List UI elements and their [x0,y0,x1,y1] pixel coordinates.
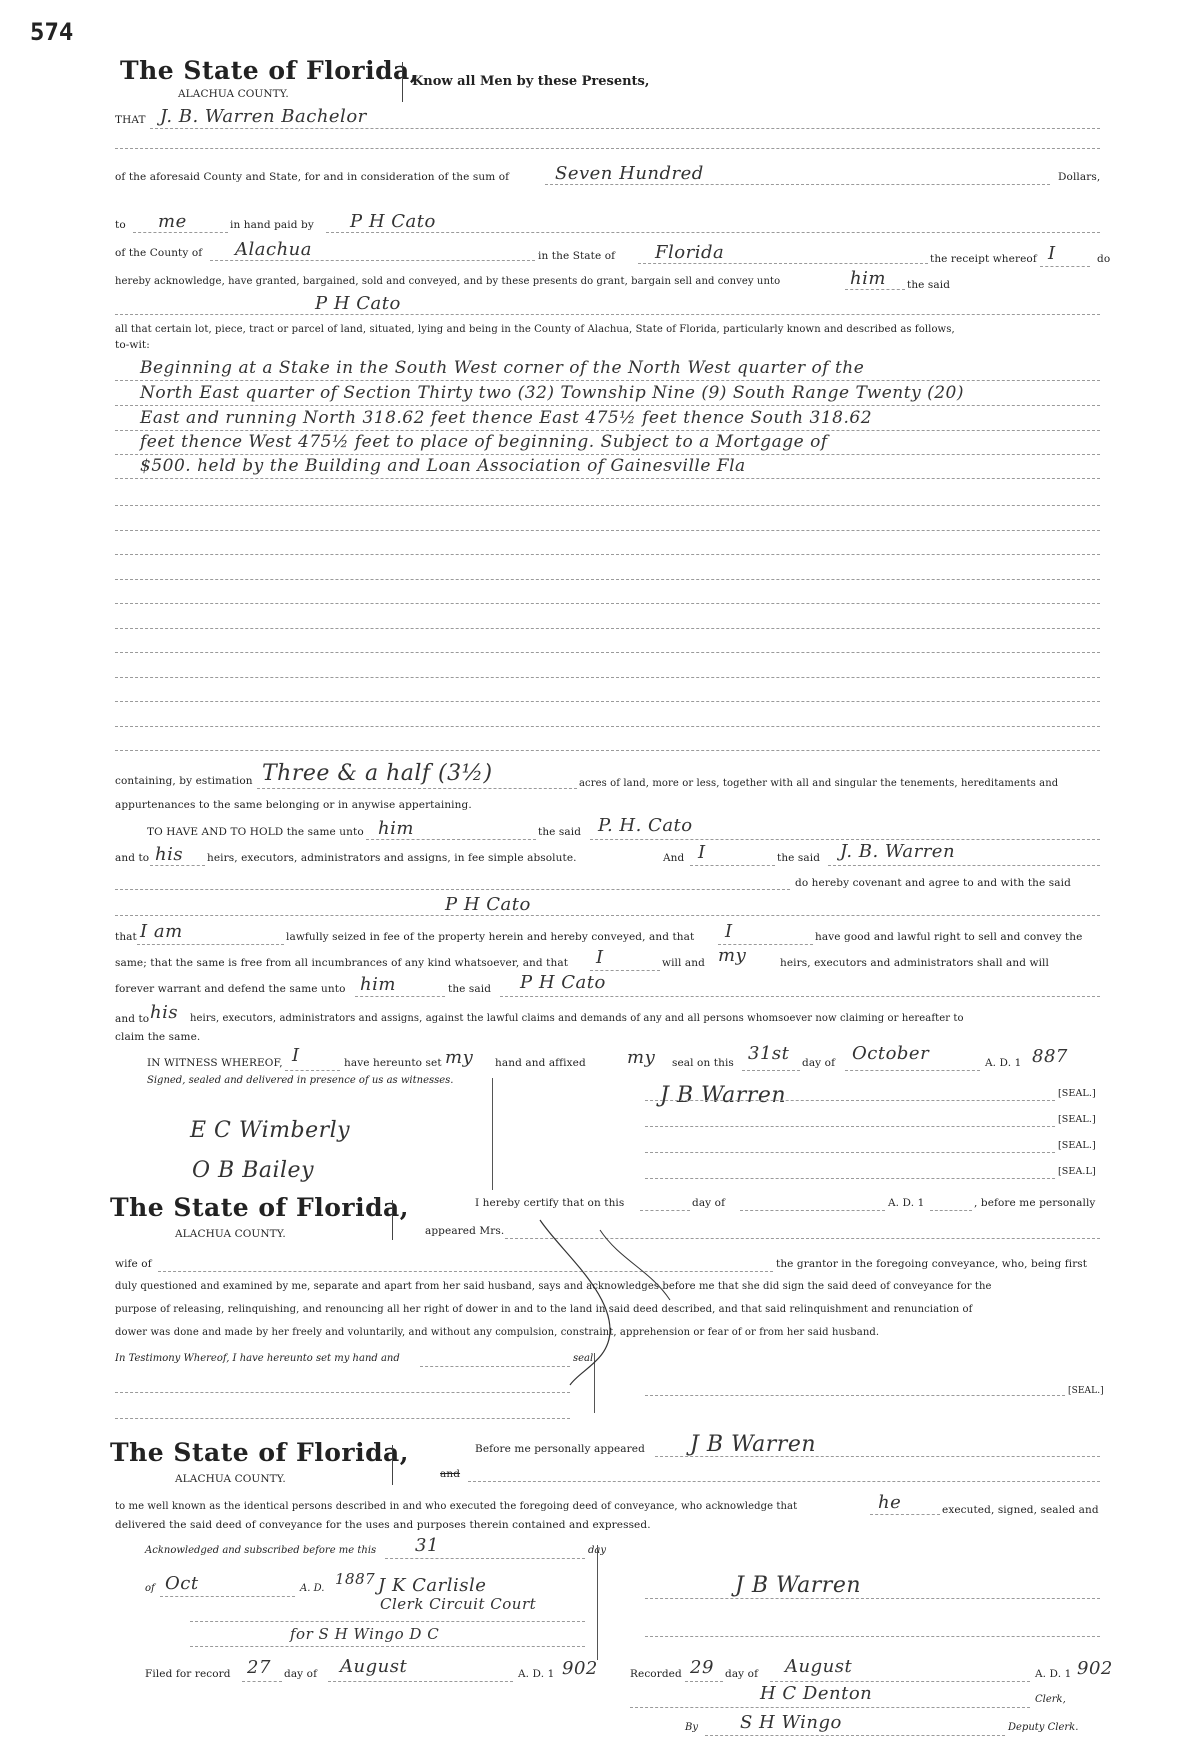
acres-line [257,788,577,789]
that-line-2 [115,148,1100,149]
dollars-label: Dollars, [1058,171,1101,183]
blank-rule [115,603,1100,604]
seized-value: I [725,921,733,942]
dower-state-title: The State of Florida, [110,1193,409,1222]
dower-seal-label: [SEAL.] [1068,1386,1104,1396]
ack-and-line [468,1481,1100,1482]
lot-text: all that certain lot, piece, tract or parcel of land, situated, lying and being in the County of Alachua, State of Florida, particularly known and described as follows, [115,324,955,335]
certify-month-line [740,1210,885,1211]
ack-month-line [160,1596,295,1597]
ack-of-label: of [145,1583,155,1594]
state-of-label: in the State of [538,250,616,262]
free-text: same; that the same is free from all incumbrances of any kind whatsoever, and that [115,957,569,969]
in-hand-paid-label: in hand paid by [230,219,314,231]
certify-ad: A. D. 1 [888,1197,925,1209]
testimony-seal: seal [573,1353,594,1364]
appeared-value: J B Warren [690,1432,817,1457]
blank-rule [115,750,1100,751]
that-label-2: that [115,931,137,943]
recorded-month-line [770,1681,1030,1682]
hand-text: hand and affixed [495,1057,586,1069]
habendum-value: him [378,818,414,839]
blank-rule [115,701,1100,702]
seal-label: [SEAL.] [1058,1088,1096,1099]
county-line [210,260,535,261]
testimony-line-2 [115,1392,570,1393]
and-line [690,865,775,866]
deputy-line [705,1735,1005,1736]
hand-value: my [445,1047,474,1068]
filed-month: August [340,1656,408,1677]
description-rule [115,405,1100,406]
seal-line [645,1126,1055,1127]
known-text: to me well known as the identical persons described in and who executed the foregoing deed of conveyance, who acknowledge that [115,1501,798,1512]
hereunto-text: have hereunto set [344,1057,442,1069]
appeared-mrs: appeared Mrs. [425,1225,505,1237]
state-value: Florida [655,242,725,263]
forever-text: forever warrant and defend the same unto [115,983,346,995]
heirs-text: heirs, executors, administrators and assigns, in fee simple absolute. [207,852,577,864]
dower-seal-line [645,1395,1065,1396]
subscribed-text: Acknowledged and subscribed before me this [145,1545,377,1556]
ack-signature-line-2 [645,1636,1100,1637]
forever-line [355,996,445,997]
deputy-name: S H Wingo [740,1712,842,1733]
filed-ad: A. D. 1 [518,1668,555,1680]
consideration-text: of the aforesaid County and State, for and in consideration of the sum of [115,171,510,183]
unto-value: him [850,268,886,289]
sum-value: Seven Hundred [555,163,704,184]
officer-title: Clerk Circuit Court [380,1595,537,1613]
filed-day-line [242,1681,282,1682]
testimony-text: In Testimony Whereof, I have hereunto set my hand and [115,1353,400,1364]
ack-year: 1887 [335,1570,376,1588]
and-to-value: his [155,844,184,865]
day-value: 31st [748,1043,790,1064]
do-label: do [1097,253,1111,265]
description-line: Beginning at a Stake in the South West corner of the North West quarter of the [140,358,865,378]
witness-line [285,1070,340,1071]
and-to-value-2: his [150,1002,179,1023]
recorded-month: August [785,1656,853,1677]
ack-month: Oct [165,1573,199,1594]
receipt-value: I [1048,243,1056,264]
appurtenances-text: appurtenances to the same belonging or in anywise appertaining. [115,799,472,811]
that-value: I am [140,921,183,942]
recorded-year: 902 [1077,1658,1113,1679]
seal-line [645,1100,1055,1101]
dower-line-1: duly questioned and examined by me, separate and apart from her said husband, says and acknowledges before me that she did sign the said deed of conveyance for the [115,1281,992,1292]
claim-text: claim the same. [115,1031,201,1043]
blank-rule [115,505,1100,506]
recorded-label: Recorded [630,1668,682,1680]
habendum-grantee: P. H. Cato [598,815,693,836]
lawful-text: heirs, executors, administrators and assigns, against the lawful claims and demands of any and all persons whomsoever now claiming or hereafter to [190,1013,964,1024]
certify-day-of: day of [692,1197,726,1209]
unto-line [845,289,905,290]
subscribed-day: 31 [415,1535,439,1556]
witness-label: IN WITNESS WHEREOF, [147,1057,283,1069]
witness-2: O B Bailey [192,1158,314,1183]
before-text: Before me personally appeared [475,1443,645,1455]
officer-name: J K Carlisle [378,1575,487,1596]
forever-said-label: the said [448,983,492,995]
ack-brace [392,1445,393,1485]
seal-value: my [627,1047,656,1068]
description-line: East and running North 318.62 feet thence East 475½ feet thence South 318.62 [140,408,873,428]
subscribed-day-word: day [588,1545,607,1556]
recorded-day: 29 [690,1657,714,1678]
by-label: By [685,1722,698,1733]
ad-label: A. D. 1 [985,1057,1022,1069]
covenant-grantee: P H Cato [445,894,531,915]
subscribed-day-line [385,1558,585,1559]
forever-grantee: P H Cato [520,972,606,993]
seal-label: [SEAL.] [1058,1114,1096,1125]
that-value-line [137,944,284,945]
will-and-label: will and [662,957,705,969]
wife-of-label: wife of [115,1258,152,1270]
that-label: THAT [115,114,146,126]
and-value: I [698,842,706,863]
officer-line-2 [190,1646,585,1647]
witness-value: I [292,1045,300,1066]
habendum-label: TO HAVE AND TO HOLD the same unto [147,826,364,838]
grantor-signature: J B Warren [660,1083,787,1108]
habendum-grantee-line [590,839,1100,840]
seized-text: lawfully seized in fee of the property herein and hereby conveyed, and that [286,931,695,943]
recorded-day-of: day of [725,1668,759,1680]
dower-brace [392,1200,393,1240]
free-value: I [596,947,604,968]
dower-grantor-text: the grantor in the foregoing conveyance, who, being first [776,1258,1088,1270]
and-to-label: and to [115,852,150,864]
the-said-label: the said [907,279,951,291]
ack-state-title: The State of Florida, [110,1438,409,1467]
blank-rule [115,554,1100,555]
officer-by: for S H Wingo D C [290,1625,440,1643]
certify-year-line [930,1210,972,1211]
grantee-line [115,314,1100,315]
seal-on-text: seal on this [672,1057,734,1069]
to-label: to [115,219,126,231]
day-of-label: day of [802,1057,836,1069]
blank-rule [115,652,1100,653]
that-line [150,128,1100,129]
payer-line [326,232,1100,233]
grantor-name: J. B. Warren Bachelor [160,106,367,127]
my-value: my [718,945,747,966]
executed-text: executed, signed, sealed and [942,1504,1099,1516]
certify-text: I hereby certify that on this [475,1197,625,1209]
habendum-line [366,839,536,840]
payer-name: P H Cato [350,211,436,232]
cancel-stroke [500,1210,700,1390]
recorded-day-line [685,1681,723,1682]
known-value: he [878,1492,902,1513]
county-label: ALACHUA COUNTY. [178,88,289,100]
description-rule [115,478,1100,479]
filed-day-of: day of [284,1668,318,1680]
page-number: 574 [30,18,74,46]
seal-label: [SEAL.] [1058,1140,1096,1151]
month-value: October [852,1043,930,1064]
description-rule [115,380,1100,381]
county-value: Alachua [235,239,312,260]
ack-ad-label: A. D. [300,1583,325,1594]
blank-rule [115,677,1100,678]
filed-year: 902 [562,1658,598,1679]
description-line: North East quarter of Section Thirty two (32) Township Nine (9) South Range Twenty (20) [140,383,964,403]
filed-day: 27 [247,1657,271,1678]
recorded-ad: A. D. 1 [1035,1668,1072,1680]
known-line [870,1514,940,1515]
and-to-line [150,865,205,866]
seal-line [645,1152,1055,1153]
description-line: feet thence West 475½ feet to place of beginning. Subject to a Mortgage of [140,432,828,452]
description-line: $500. held by the Building and Loan Association of Gainesville Fla [140,456,746,476]
said-grantor: J. B. Warren [840,841,956,862]
covenant-text: do hereby covenant and agree to and with the said [795,877,1071,889]
to-wit-label: to-wit: [115,339,150,351]
forever-grantee-line [500,996,1100,997]
witness-1: E C Wimberly [190,1118,351,1143]
clerk-name: H C Denton [760,1683,873,1704]
ack-brace-2 [597,1545,598,1660]
delivered-text: delivered the said deed of conveyance for the uses and purposes therein contained and expressed. [115,1519,651,1531]
blank-rule [115,628,1100,629]
acknowledge-text: hereby acknowledge, have granted, bargained, sold and conveyed, and by these presents do grant, bargain sell and convey unto [115,276,781,287]
receipt-line [1040,266,1090,267]
year-value: 887 [1032,1046,1068,1067]
to-line [133,232,228,233]
dower-line-2: purpose of releasing, relinquishing, and renouncing all her right of dower in and to the land in said deed described, and that said relinquishment and renunciation of [115,1304,973,1315]
right-text: have good and lawful right to sell and convey the [815,931,1083,943]
ack-signature-line [645,1598,1100,1599]
blank-rule [115,726,1100,727]
state-line [638,263,928,264]
and-to-label-2: and to [115,1013,150,1025]
description-rule [115,454,1100,455]
free-line [590,970,660,971]
ack-and-label: and [440,1468,461,1480]
blank-rule [115,579,1100,580]
dower-line-3: dower was done and made by her freely and voluntarily, and without any compulsion, constraint, apprehension or fear of or from her said husband. [115,1327,880,1338]
containing-label: containing, by estimation [115,775,253,787]
blank-rule [115,530,1100,531]
deputy-label: Deputy Clerk. [1008,1722,1079,1733]
month-line [845,1070,980,1071]
grantee-name: P H Cato [315,293,401,314]
acres-value: Three & a half (3½) [262,761,493,786]
clerk-label: Clerk, [1035,1694,1066,1705]
signed-text: Signed, sealed and delivered in presence of us as witnesses. [147,1075,454,1086]
acres-text: acres of land, more or less, together with all and singular the tenements, hereditaments and [579,778,1059,789]
day-line [742,1070,800,1071]
to-value: me [158,211,187,232]
covenant-line [115,889,790,890]
state-title: The State of Florida, [120,56,419,85]
seal-line [645,1178,1055,1179]
heirs-text-2: heirs, executors and administrators shall and will [780,957,1049,969]
habendum-said-label: the said [538,826,582,838]
said-grantor-line [828,865,1100,866]
witness-brace [492,1078,493,1190]
forever-value: him [360,974,396,995]
and-label: And [663,852,685,864]
description-rule [115,430,1100,431]
covenant-grantee-line [115,915,1100,916]
filed-month-line [328,1681,513,1682]
dower-county-label: ALACHUA COUNTY. [175,1228,286,1240]
county-of-label: of the County of [115,247,203,259]
sum-line [545,184,1050,185]
know-all-heading: Know all Men by these Presents, [412,74,650,89]
header-brace [402,62,403,102]
filed-label: Filed for record [145,1668,231,1680]
officer-line [190,1621,585,1622]
said-label: the said [777,852,821,864]
clerk-line [630,1707,1030,1708]
ack-county-label: ALACHUA COUNTY. [175,1473,286,1485]
testimony-line-3 [115,1418,570,1419]
ack-signature: J B Warren [735,1573,862,1598]
receipt-label: the receipt whereof [930,253,1037,265]
seal-label: [SEA.L] [1058,1166,1096,1177]
before-me: , before me personally [974,1197,1096,1209]
